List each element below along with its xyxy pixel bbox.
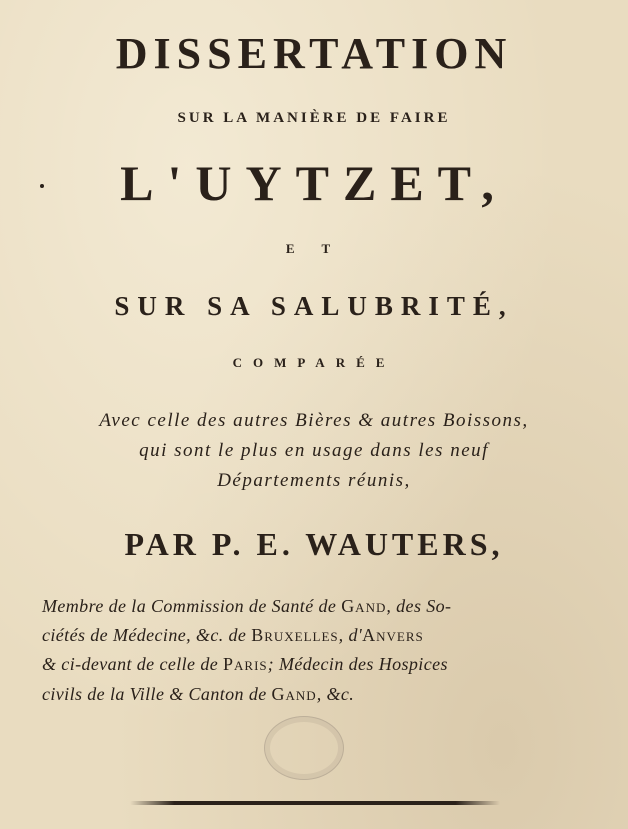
comparison-line-1: Avec celle des autres Bières & autres Boissons, <box>99 410 529 431</box>
title-dissertation: DISSERTATION <box>115 29 513 78</box>
subtitle-manner: SUR LA MANIÈRE DE FAIRE <box>177 110 451 126</box>
bio-text: , des So- <box>386 596 452 616</box>
compared-label: COMPARÉE <box>232 355 396 370</box>
library-stamp <box>264 716 344 780</box>
bio-city: Bruxelles <box>251 625 339 645</box>
author-line: PAR P. E. WAUTERS, <box>124 526 504 562</box>
bio-text: civils de la Ville & Canton de <box>42 684 272 704</box>
bio-text: , &c. <box>316 684 355 704</box>
title-salubrity: SUR SA SALUBRITÉ, <box>114 291 514 321</box>
bio-text: ciétés de Médecine, &c. de <box>42 625 252 645</box>
bio-city: Anvers <box>362 625 424 645</box>
bio-text: & ci-devant de celle de <box>42 654 224 674</box>
comparison-line-3: Départements réunis, <box>217 470 411 491</box>
bio-city: Gand <box>341 596 387 616</box>
title-uytzet: L'UYTZET, <box>120 155 508 211</box>
bio-text: ; Médecin des Hospices <box>267 654 448 674</box>
bio-line-2 <box>42 625 616 646</box>
bio-line-1 <box>42 596 616 617</box>
bio-line-4 <box>42 684 616 705</box>
bio-city: Gand <box>271 684 317 704</box>
bio-line-3 <box>42 654 616 675</box>
bottom-rule <box>130 801 500 805</box>
bio-text: Membre de la Commission de Santé de <box>42 596 342 616</box>
bio-city: Paris <box>223 654 268 674</box>
conjunction-et: E T <box>285 241 343 256</box>
comparison-line-2: qui sont le plus en usage dans les neuf <box>139 440 489 461</box>
bio-text: , d' <box>338 625 363 645</box>
